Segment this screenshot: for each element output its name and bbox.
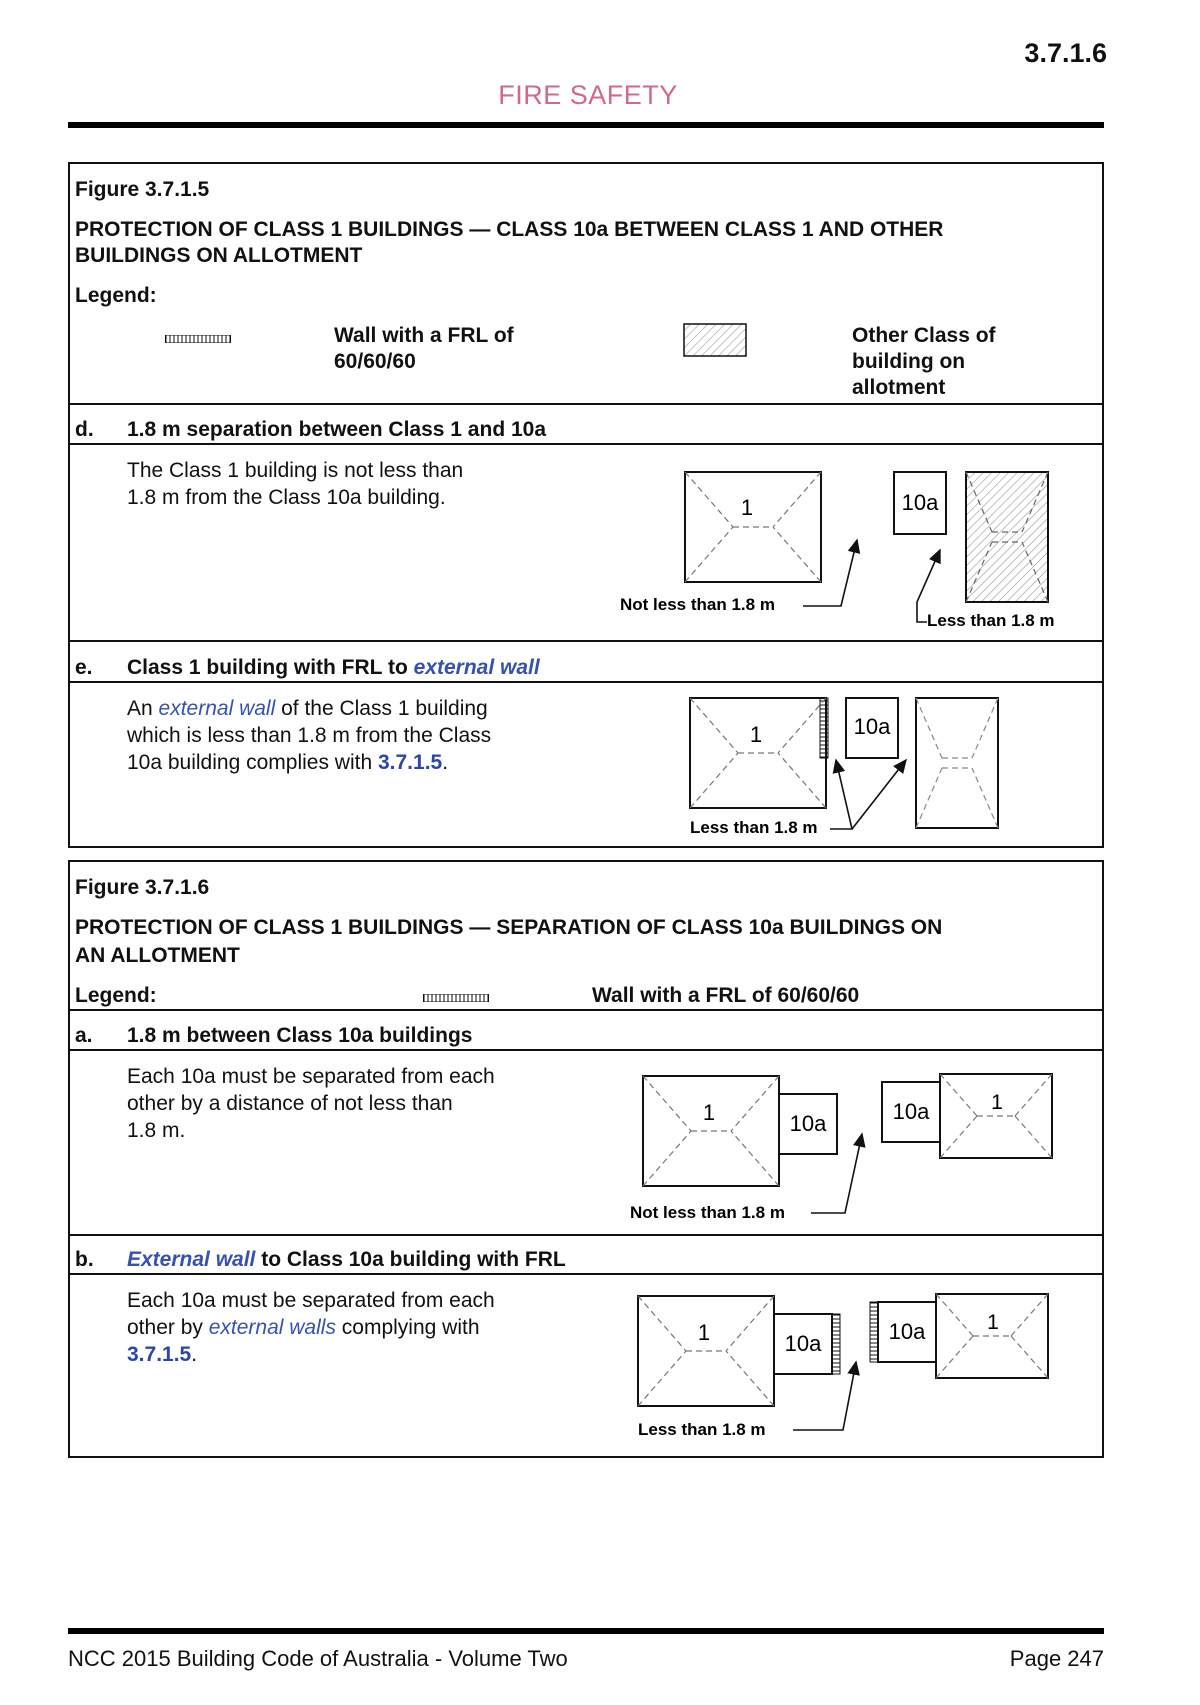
item-a-text-line2: other by a distance of not less than [127, 1092, 453, 1115]
item-b-text-line3: 3.7.1.5. [127, 1343, 198, 1366]
item-b-text-line2: other by external walls complying with [127, 1316, 480, 1339]
building-1-label: 1 [702, 1100, 716, 1125]
less-than-label: Less than 1.8 m [638, 1420, 766, 1439]
item-e-heading: Class 1 building with FRL to external wall [127, 656, 540, 679]
building-1-label: 1 [740, 495, 754, 520]
item-a-letter: a. [75, 1024, 93, 1047]
figure-title-line1: PROTECTION OF CLASS 1 BUILDINGS — SEPARATION OF CLASS 10a BUILDINGS ON [75, 916, 943, 939]
legend-other-line3: allotment [852, 376, 946, 399]
header-rule [68, 122, 1104, 128]
legend-other-line2: building on [852, 350, 966, 373]
legend-wall-line1: Wall with a FRL of [334, 324, 514, 347]
building-10a-label: 10a [853, 714, 891, 739]
item-b-heading: External wall to Class 10a building with FRL [127, 1248, 566, 1271]
building-1-label: 1 [749, 722, 763, 747]
building-1-label: 1 [697, 1320, 711, 1345]
figure-title-line1: PROTECTION OF CLASS 1 BUILDINGS — CLASS 10a BETWEEN CLASS 1 AND OTHER [75, 218, 944, 241]
building-10a-label: 10a [901, 490, 939, 515]
footer-document-title: NCC 2015 Building Code of Australia - Volume Two [68, 1646, 568, 1671]
divider [68, 681, 1104, 683]
footer-rule [68, 1628, 1104, 1634]
clause-number: 3.7.1.6 [1024, 38, 1107, 68]
item-b-text-line1: Each 10a must be separated from each [127, 1289, 495, 1312]
diagram-a [625, 1068, 1065, 1228]
divider [68, 1009, 1104, 1011]
building-10a-label: 10a [789, 1111, 827, 1136]
divider [68, 1049, 1104, 1051]
section-title: FIRE SAFETY [498, 80, 678, 110]
external-wall-link[interactable]: external wall [158, 697, 276, 720]
divider [68, 640, 1104, 642]
building-10a-label: 10a [888, 1319, 926, 1344]
item-a-text-line1: Each 10a must be separated from each [127, 1065, 495, 1088]
frl-wall-legend-icon [165, 335, 231, 343]
footer-page-number: Page 247 [1009, 1646, 1104, 1671]
building-10a-label: 10a [892, 1099, 930, 1124]
diagram-b [625, 1290, 1065, 1450]
divider [68, 403, 1104, 405]
legend-other-line1: Other Class of [852, 324, 996, 347]
building-10a-label: 10a [784, 1331, 822, 1356]
item-d-text-line2: 1.8 m from the Class 10a building. [127, 486, 446, 509]
external-wall-link[interactable]: external wall [413, 656, 540, 679]
figure-title-line2: AN ALLOTMENT [75, 944, 240, 967]
item-e-letter: e. [75, 656, 93, 679]
item-a-heading: 1.8 m between Class 10a buildings [127, 1024, 473, 1047]
divider [68, 1273, 1104, 1275]
external-walls-link[interactable]: external walls [208, 1316, 336, 1339]
external-wall-link[interactable]: External wall [127, 1248, 256, 1271]
figure-title-line2: BUILDINGS ON ALLOTMENT [75, 244, 363, 267]
divider [68, 443, 1104, 445]
building-1-label: 1 [991, 1091, 1003, 1114]
not-less-than-label: Not less than 1.8 m [630, 1203, 785, 1222]
diagram-e [680, 692, 1010, 842]
clause-ref-link[interactable]: 3.7.1.5 [127, 1343, 192, 1366]
item-e-text-line1: An external wall of the Class 1 building [127, 697, 488, 720]
item-e-text-line3: 10a building complies with 3.7.1.5. [127, 751, 449, 774]
item-d-text-line1: The Class 1 building is not less than [127, 459, 464, 482]
legend-label: Legend: [75, 284, 157, 307]
item-a-text-line3: 1.8 m. [127, 1119, 186, 1142]
divider [68, 1234, 1104, 1236]
clause-ref-link[interactable]: 3.7.1.5 [377, 751, 443, 774]
hatched-building-legend-icon [683, 323, 747, 357]
figure-label: Figure 3.7.1.6 [75, 876, 210, 899]
figure-label: Figure 3.7.1.5 [75, 178, 210, 201]
item-b-letter: b. [75, 1248, 94, 1271]
legend-label: Legend: [75, 984, 157, 1007]
building-1-label: 1 [987, 1311, 999, 1334]
diagram-d [620, 462, 1080, 642]
item-d-letter: d. [75, 418, 94, 441]
not-less-than-label: Not less than 1.8 m [620, 595, 775, 614]
legend-wall: Wall with a FRL of 60/60/60 [592, 984, 860, 1007]
item-d-heading: 1.8 m separation between Class 1 and 10a [127, 418, 547, 441]
less-than-label: Less than 1.8 m [690, 818, 818, 837]
item-e-text-line2: which is less than 1.8 m from the Class [127, 724, 492, 747]
less-than-label: Less than 1.8 m [927, 611, 1055, 630]
frl-wall-legend-icon [423, 994, 489, 1002]
legend-wall-line2: 60/60/60 [334, 350, 416, 373]
